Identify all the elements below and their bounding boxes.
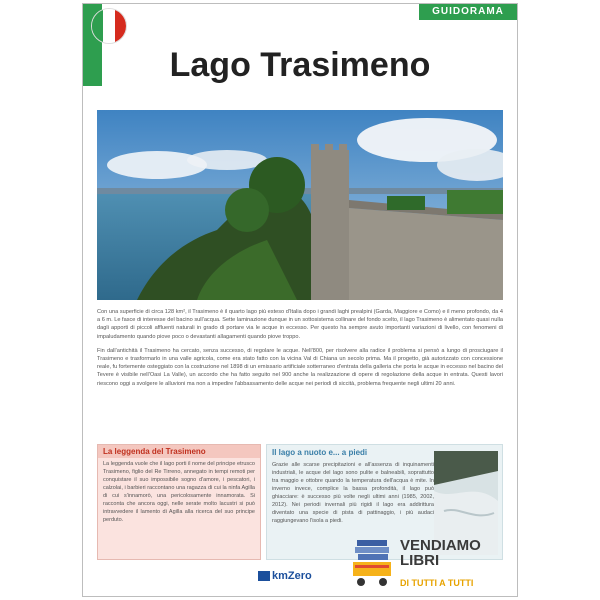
ad-headline: VENDIAMO LIBRI [400,537,481,569]
body-paragraph-1: Con una superficie di circa 128 km², il Trasimeno è il quarto lago più esteso d'Italia dopo i grandi laghi prealpini (Garda, Maggiore e Como) e il meno profondo, da 4 a 6 m. Le fasce di interesse del bacino sull'acqua. Sette laminazione dunque in un sottosistema collinare del fondo scelto, il lago Trasimeno è alimentato quasi nulla dagli apporti di piccoli affluenti naturali in grado di portare via le acque in eccesso. Per questo ha sempre avuto importanti variazioni di livello, con fenomeni di impaludamento quando piove poco o devastanti allagamenti quando piove troppo. [97,309,503,340]
guidorama-tag: GUIDORAMA [419,4,517,20]
guide-page [82,3,518,597]
lake-box-text: Grazie alle scarse precipitazioni e all'assenza di inquinamenti industriali, le acque del lago sono pulite e balneabili, soprattutto tra maggio e ottobre quando la temperatura dell'acqua è mite. In inverno invece, complice la bassa profondità, il lago può ghiacciare: è successo più volte negli ultimi anni (1985, 2002, 2012). Nei periodi invernali più rigidi il lago era addirittura diventato una specie di pista di pattinaggio, i più audaci raggiungevano l'isola a piedi. [272,462,434,524]
lake-castle-photo [97,110,503,300]
kmzero-logo-icon [258,571,270,581]
cart-books-icon [353,538,395,588]
legend-sidebar [97,444,261,560]
legend-title: La leggenda del Trasimeno [98,445,260,458]
publisher-name: kmZero [272,570,312,582]
body-text [97,308,503,394]
body-paragraph-2: Fin dall'antichità il Trasimeno ha cercato, senza successo, di regolare le acque. Nell'800, per risolvere alla radice il problema si pensò a lungo di prosciugare il Trasimeno e trasformarlo in una valle agricola, come era stato fatto con la vicina Val di Chiana un secolo prima. Ma il progetto, già autorizzato con concessione reale, fu fortemente osteggiato con la costruzione nel 1898 di un emissario artificiale sotterraneo d'entrata della galleria che porta le acque in eccesso nel bacino del Tevere è visibile nell'Oasi La Valle), un accordo che ha fatto seguito nel 900 anche la realizzazione di opere di regolazione della acque in entrata. Questi lavori riescono oggi a svolgere le alluvioni ma non a impedire l'abbassamento delle acque nei periodi di siccità, problema frequente negli ultimi 20 anni. [97,347,503,387]
page-title: Lago Trasimeno [169,46,431,84]
ad-tagline: DI TUTTI A TUTTI [400,578,474,588]
italian-flag-icon [91,8,127,44]
publisher-logo [258,570,312,582]
lake-box-title: Il lago a nuoto e... a piedi [272,448,368,457]
legend-text: La leggenda vuole che il lago porti il nome del principe etrusco Trasimeno, figlio del Re Tirreno, annegato in tempi remoti per conquistare il suo impossibile sogno d'amore, i pescatori, i calzolai, i barbieri raccontano una ragazza di cui la ninfa Agilla di cui s'innamorò, una pericolosamente innamorata. Si racconta che ancora oggi, nelle serate molto lacustri si può intravvedere il lamento di Agilla alla ricerca del suo principe perduto. [103,461,255,523]
